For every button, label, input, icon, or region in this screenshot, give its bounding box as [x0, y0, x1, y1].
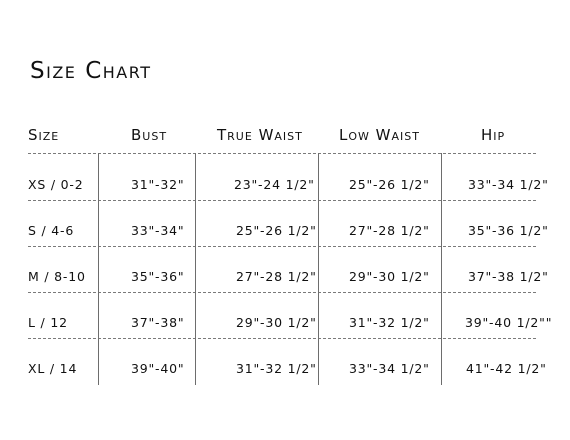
cell-hip: 33"-34 1/2"	[468, 177, 549, 192]
header-bust: Bust	[131, 126, 168, 144]
cell-low-waist: 29"-30 1/2"	[349, 269, 430, 284]
header-hip: Hip	[481, 126, 506, 144]
row-divider	[28, 338, 536, 339]
cell-size: XL / 14	[28, 361, 78, 376]
cell-bust: 37"-38"	[131, 315, 185, 330]
cell-size: S / 4-6	[28, 223, 75, 238]
cell-size: M / 8-10	[28, 269, 86, 284]
cell-bust: 33"-34"	[131, 223, 185, 238]
row-divider	[28, 246, 536, 247]
column-divider	[98, 153, 99, 385]
cell-size: L / 12	[28, 315, 68, 330]
cell-true-waist: 29"-30 1/2"	[236, 315, 317, 330]
cell-low-waist: 31"-32 1/2"	[349, 315, 430, 330]
column-divider	[441, 153, 442, 385]
cell-hip: 35"-36 1/2"	[468, 223, 549, 238]
column-divider	[318, 153, 319, 385]
cell-true-waist: 23"-24 1/2"	[234, 177, 315, 192]
cell-bust: 39"-40"	[131, 361, 185, 376]
cell-bust: 31"-32"	[131, 177, 185, 192]
row-divider	[28, 153, 536, 154]
cell-low-waist: 25"-26 1/2"	[349, 177, 430, 192]
cell-hip: 41"-42 1/2"	[466, 361, 547, 376]
cell-low-waist: 27"-28 1/2"	[349, 223, 430, 238]
cell-low-waist: 33"-34 1/2"	[349, 361, 430, 376]
cell-bust: 35"-36"	[131, 269, 185, 284]
cell-size: XS / 0-2	[28, 177, 84, 192]
row-divider	[28, 292, 536, 293]
cell-hip: 37"-38 1/2"	[468, 269, 549, 284]
cell-true-waist: 31"-32 1/2"	[236, 361, 317, 376]
cell-hip: 39"-40 1/2""	[465, 315, 553, 330]
column-divider	[195, 153, 196, 385]
header-low-waist: Low Waist	[339, 126, 420, 144]
header-true-waist: True Waist	[217, 126, 303, 144]
row-divider	[28, 200, 536, 201]
cell-true-waist: 25"-26 1/2"	[236, 223, 317, 238]
page-title: Size Chart	[30, 58, 152, 84]
cell-true-waist: 27"-28 1/2"	[236, 269, 317, 284]
header-size: Size	[28, 126, 60, 144]
